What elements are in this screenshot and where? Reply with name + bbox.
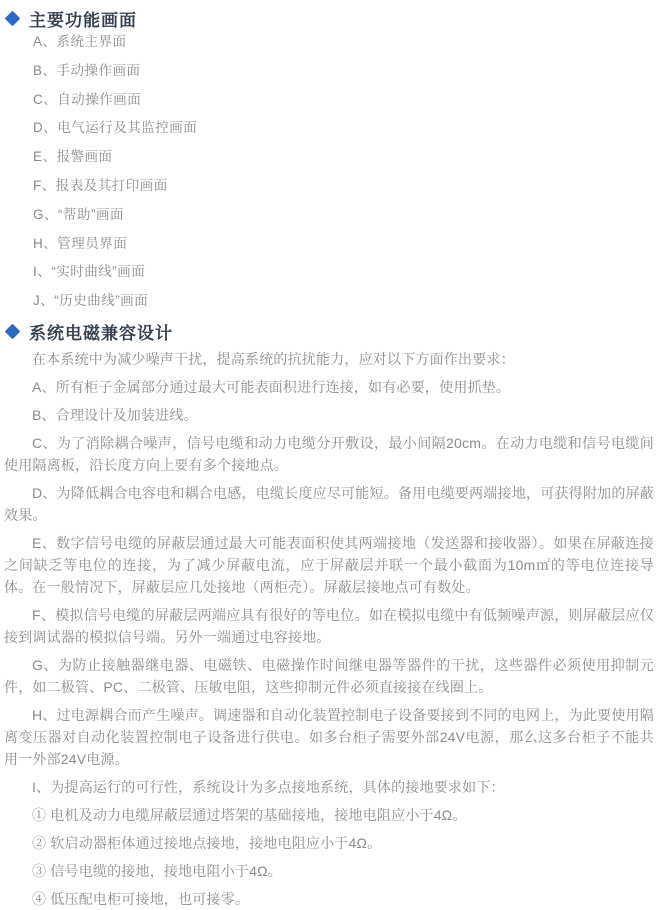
section-title: 系统电磁兼容设计 [29,324,173,344]
list-item: D、电气运行及其监控画面 [33,120,198,136]
paragraph: A、所有柜子金属部分通过最大可能表面积进行连接，如有必要，使用抓垫。 [32,378,511,395]
list-item: I、“实时曲线”画面 [33,264,146,280]
paragraph: G、为防止接触器继电器、电磁铁、电磁操作时间继电器等器件的干扰，这些器件必须使用抑制元件，如二极管、PC、二极管、压敏电阻，这些抑制元件必须直接接在线圈上。 [4,656,654,695]
list-item: B、手动操作画面 [33,62,141,78]
paragraph: E、数字信号电缆的屏蔽层通过最大可能表面积使其两端接地（发送器和接收器）。如果在屏蔽连接之间缺乏等电位的连接，为了减少屏蔽电流，应于屏蔽层并联一个最小截面为10m㎡的等电位连接导体。在一般情况下，屏蔽层应几处接地（两柜壳）。屏蔽层接地点可有数处。 [4,534,654,595]
paragraph: C、为了消除耦合噪声，信号电缆和动力电缆分开敷设，最小间隔20cm。在动力电缆和信号电缆间使用隔离板，沿长度方向上要有多个接地点。 [4,434,654,473]
list-item: G、“帮助”画面 [33,206,124,222]
section-title: 主要功能画面 [29,10,137,30]
list-item: E、报警画面 [33,149,113,165]
list-item: H、管理员界面 [33,235,128,251]
list-item: A、系统主界面 [33,34,127,49]
section-heading-functions [5,8,660,28]
paragraph: I、为提高运行的可行性，系统设计为多点接地系统，具体的接地要求如下： [32,778,505,795]
paragraph: ② 软启动器柜体通过接地点接地，接地电阻应小于4Ω。 [32,834,382,851]
paragraph: ③ 信号电缆的接地，接地电阻小于4Ω。 [32,862,282,879]
list-item: F、报表及其打印画面 [33,177,168,193]
paragraph: 在本系统中为减少噪声干扰，提高系统的抗扰能力，应对以下方面作出要求： [32,350,515,367]
paragraph: ④ 低压配电柜可接地，也可接零。 [32,890,250,907]
diamond-icon [5,10,21,26]
paragraph: H、过电源耦合而产生噪声。调速器和自动化装置控制电子设备要接到不同的电网上，为此要使用隔离变压器对自动化装置控制电子设备进行供电。如多台柜子需要外部24V电源，那么这多台柜子不能共用一外部24V电源。 [4,706,654,767]
function-screen-list [33,28,660,316]
paragraph: F、模拟信号电缆的屏蔽层两端应具有很好的等电位。如在模拟电缆中有低频噪声源，则屏蔽层应仅接到调试器的模拟信号端。另外一端通过电容接地。 [4,606,654,645]
paragraph: B、合理设计及加装进线。 [32,406,198,423]
document-page [0,8,660,907]
paragraph: ① 电机及动力电缆屏蔽层通过塔架的基础接地，接地电阻应小于4Ω。 [32,806,467,823]
list-item: C、自动操作画面 [33,91,142,107]
list-item: J、“历史曲线”画面 [33,293,149,309]
section-heading-emc [5,322,660,342]
paragraph: D、为降低耦合电容电和耦合电感，电缆长度应尽可能短。备用电缆要两端接地，可获得附加的屏蔽效果。 [4,484,654,523]
emc-paragraphs [0,348,660,910]
diamond-icon [5,324,21,340]
